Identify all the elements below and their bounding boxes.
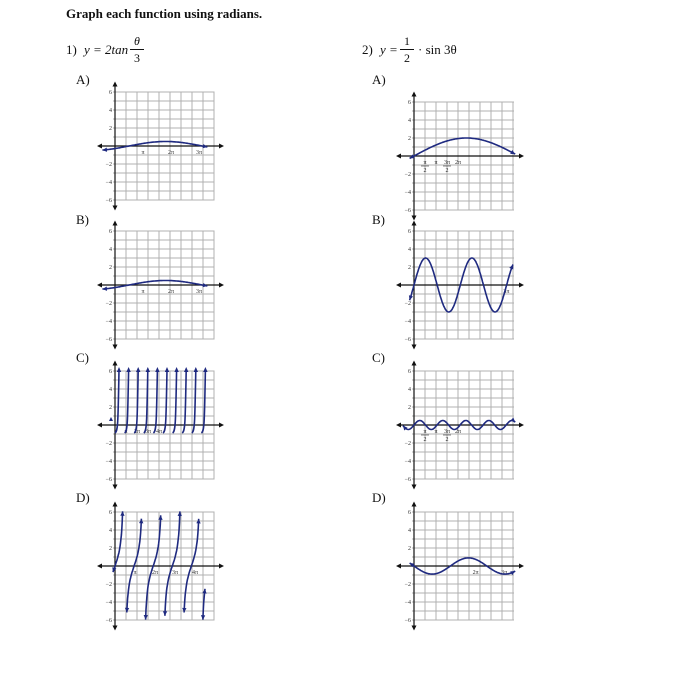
y-tick-label: −6 (105, 618, 112, 624)
x-tick-label-den: 2 (423, 168, 427, 174)
x-tick-label: π (141, 289, 145, 295)
y-tick-label: −6 (105, 477, 112, 483)
p1-choice-d-label: D) (76, 490, 90, 505)
x-tick-label: 3π (195, 150, 203, 156)
problem-1-denominator: 3 (134, 51, 140, 65)
y-tick-label: −2 (105, 582, 112, 588)
y-tick-label: −6 (105, 198, 112, 204)
problem-2-numerator: 1 (404, 34, 410, 48)
x-tick-label: 3π (195, 289, 203, 295)
y-tick-label: 4 (408, 247, 411, 253)
x-tick-label-num: π (423, 160, 427, 166)
y-tick-label: 4 (109, 247, 112, 253)
y-tick-label: −4 (404, 319, 411, 325)
y-tick-label: −2 (404, 172, 411, 178)
x-tick-label-num: 3π (443, 429, 451, 435)
y-tick-label: −2 (105, 301, 112, 307)
y-tick-label: −2 (105, 162, 112, 168)
p1-choice-b-label: B) (76, 212, 89, 227)
x-tick-label: 3π (501, 570, 508, 576)
y-tick-label: 6 (408, 369, 411, 375)
p2-choice-a-label: A) (372, 72, 386, 87)
x-tick-label: 3π (144, 429, 152, 435)
x-tick-label-den: 2 (445, 168, 449, 174)
x-tick-label: π (434, 429, 438, 435)
problem-1-lhs: y = 2tan (84, 42, 129, 57)
x-axis-arrow-left (396, 564, 401, 569)
problem-2-lhs: y = (380, 42, 398, 57)
y-tick-label: −2 (404, 301, 411, 307)
y-tick-label: −2 (404, 582, 411, 588)
y-tick-label: 6 (109, 510, 112, 516)
y-tick-label: 2 (109, 126, 112, 132)
x-tick-label: 2π (167, 289, 175, 295)
y-tick-label: −6 (404, 618, 411, 624)
y-tick-label: −4 (404, 600, 411, 606)
y-tick-label: 4 (109, 528, 112, 534)
y-tick-label: 2 (109, 546, 112, 552)
y-tick-label: 2 (109, 265, 112, 271)
y-tick-label: 2 (408, 265, 411, 271)
y-tick-label: 6 (408, 100, 411, 106)
x-tick-label: 3π (503, 289, 510, 295)
y-tick-label: −6 (105, 337, 112, 343)
y-tick-label: −4 (105, 180, 112, 186)
x-tick-label: 2π (133, 429, 141, 435)
x-tick-label-num: π (423, 429, 427, 435)
y-axis-arrow-down (412, 626, 417, 631)
x-tick-label: π (434, 160, 438, 166)
y-tick-label: −2 (404, 441, 411, 447)
x-tick-label: π (141, 150, 145, 156)
x-tick-label: 2π (454, 160, 462, 166)
y-tick-label: −4 (105, 319, 112, 325)
x-tick-label: 2π (151, 570, 159, 576)
x-tick-label-den: 2 (445, 437, 449, 443)
y-tick-label: −6 (404, 208, 411, 214)
y-tick-label: −2 (105, 441, 112, 447)
y-tick-label: 2 (408, 546, 411, 552)
y-tick-label: 2 (109, 405, 112, 411)
x-tick-label: π (133, 570, 137, 576)
y-tick-label: 6 (109, 369, 112, 375)
y-tick-label: 4 (408, 387, 411, 393)
y-axis-arrow-up (412, 502, 417, 507)
y-tick-label: 4 (109, 387, 112, 393)
x-tick-label: 2π (167, 150, 175, 156)
x-tick-label: 2π (472, 570, 479, 576)
p1-choice-a-label: A) (76, 72, 90, 87)
y-tick-label: 4 (109, 108, 112, 114)
p1-choice-c-label: C) (76, 350, 89, 365)
x-axis-arrow-right (519, 564, 524, 569)
y-tick-label: 6 (109, 229, 112, 235)
x-tick-label-num: 3π (443, 160, 451, 166)
y-tick-label: 4 (408, 528, 411, 534)
y-tick-label: −4 (404, 459, 411, 465)
problem-2-rhs: · sin 3θ (418, 42, 457, 57)
y-tick-label: 2 (408, 405, 411, 411)
p2-choice-d-label: D) (372, 490, 386, 505)
y-tick-label: 6 (408, 229, 411, 235)
worksheet-title: Graph each function using radians. (66, 6, 263, 21)
y-tick-label: 6 (408, 510, 411, 516)
y-tick-label: −4 (105, 459, 112, 465)
problem-2-denominator: 2 (404, 51, 410, 65)
problem-1-numerator: θ (134, 34, 140, 48)
problem-2-number: 2) (362, 42, 373, 57)
y-tick-label: 4 (408, 118, 411, 124)
y-tick-label: −4 (404, 190, 411, 196)
x-tick-label-den: 2 (423, 437, 427, 443)
x-tick-label: 4π (155, 429, 163, 435)
y-tick-label: −4 (105, 600, 112, 606)
x-tick-label: 3π (171, 570, 179, 576)
problem-1-number: 1) (66, 42, 77, 57)
x-tick-label: 4π (191, 570, 199, 576)
x-tick-label: 2π (454, 429, 462, 435)
y-tick-label: 2 (408, 136, 411, 142)
p2-choice-b-label: B) (372, 212, 385, 227)
p2-choice-c-label: C) (372, 350, 385, 365)
y-tick-label: −6 (404, 337, 411, 343)
y-tick-label: −6 (404, 477, 411, 483)
y-tick-label: 6 (109, 90, 112, 96)
x-tick-label: π (124, 429, 128, 435)
